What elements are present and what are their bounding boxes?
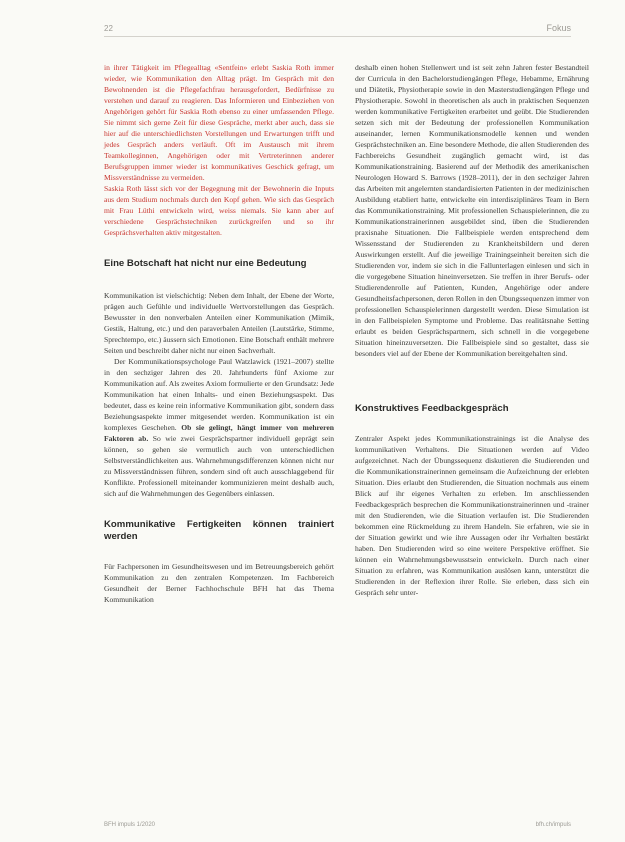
intro-red-paragraph-1: in ihrer Tätigkeit im Pflegealltag «Sentfein» erlebt Saskia Roth immer wieder, wie Kommunikation den Alltag prägt. Im Gespräch mit den Bewohnenden ist die Pflegefachfrau herausgefordert, Bedürfnisse zu verstehen und darauf zu reagieren. Das Informieren und Einbeziehen von Angehörigen gehört für Saskia Roth ebenso zu einer umfassenden Pflege. Sie nimmt sich gerne Zeit für diese Gespräche, merkt aber auch, dass sie hier auf die unterschiedlichsten Vorstellungen und Erwartungen trifft und jedes Gespräch anders verläuft. Oft im Austausch mit ihrem Teamkolleginnen, Angehörigen oder mit Vertreterinnen anderer Berufsgruppen immer wieder ist kommunikatives Geschick gefragt, um Missverständnisse zu vermeiden. (104, 63, 334, 182)
body-paragraph-2-emphasis: Ob sie gelingt, hängt immer von mehreren Faktoren ab. (104, 423, 334, 443)
section-label: Fokus (546, 23, 571, 33)
body-paragraph-2-part-b: So wie zwei Gesprächspartner individuell geprägt sein können, so gehen sie vermutlich auch von unterschiedlichen Selbstverständlichkeiten aus. Wahrnehmungsdifferenzen können nicht nur zu Missverständnissen führen, sondern sind oft auch ausschlaggebend für Konflikte. Professionell miteinander kommunizieren meint deshalb auch, sich auf die Wahrnehmungen des Gegenübers einlassen. (104, 434, 334, 498)
page-number: 22 (104, 24, 113, 33)
right-body-paragraph-2: Zentraler Aspekt jedes Kommunikationstrainings ist die Analyse des kommunikativen Verhaltens. Die Situationen werden auf Video aufgezeichnet. Nach der Übungssequenz diskutieren die Studierenden und die Kommunikationstrainerinnen gemeinsam die Aufzeichnung der erlebten Situation. Dies erlaubt den Studierenden, die Situation nochmals aus einem Blick auf ihr eigenes Verhalten zu erleben. Im anschliessenden Feedbackgespräch besprechen die Kommunikationstrainerinnen und -trainer mit den Studierenden, wie die Situation verlaufen ist. Die Studierenden bekommen eine Rückmeldung zu ihrem Handeln. Sie erfahren, wie sie in der Situation gewirkt und wie ihre Aussagen oder ihr Verhalten bestärkt haben. Den Studierenden wird so eine weitere Perspektive eröffnet. Sie können ein Wahrnehmungsbewusstsein entwickeln. Durch nach einer Situation zu erfahren, was Kommunikation auslösen kann, unterstützt die Studierenden in der Reflexion ihrer Rolle. Sie erleben, dass sich ein Gespräch sehr unter- (355, 434, 589, 597)
heading-fertigkeiten: Kommunikative Fertigkeiten können trainiert werden (104, 519, 334, 542)
footer-publication: BFH impuls 1/2020 (104, 822, 156, 828)
body-paragraph-1: Kommunikation ist vielschichtig: Neben dem Inhalt, der Ebene der Worte, prägen auch Gefühle und individuelle Wertvorstellungen das Gespräch. Bewusster in den nonverbalen Anteilen einer Kommunikation (Mimik, Gestik, Haltung, etc.) und den paraverbalen Anteilen (Lautstärke, Stimme, Sprechtempo, etc.) äussern sich Emotionen. Eine Botschaft enthält mehrere Seiten und beschreibt daher nicht nur einen Sachverhalt. (104, 291, 334, 355)
page-header (104, 22, 571, 37)
heading-botschaft: Eine Botschaft hat nicht nur eine Bedeutung (104, 258, 307, 269)
heading-feedback: Konstruktives Feedbackgespräch (355, 403, 509, 414)
right-body-paragraph-1: deshalb einen hohen Stellenwert und ist seit zehn Jahren fester Bestandteil der Curricula in den Bachelorstudiengängen Pflege, Hebamme, Ernährung und Diätetik, Physiotherapie sowie in den Masterstudiengängen Pflege und Physiotherapie. Sowohl in theoretischen als auch in praktischen Sequenzen werden kommunikative Fertigkeiten erarbeitet und geübt. Die Studierenden setzen sich mit der Bedeutung der professionellen Kommunikation auseinander, lernen Kommunikationsmodelle kennen und wenden Gesprächstechniken an. Eine besondere Methode, die allen Studierenden des Fachbereichs Gesundheit zugänglich gemacht wird, ist das Kommunikationstraining. Basierend auf der Methodik des amerikanischen Neurologen Howard S. Barrows (1928–2011), der in den sechziger Jahren das Arbeiten mit angelernten standardisierten Patienten in der medizinischen Ausbildung etabliert hatte, entwickelte ein interdisziplinäres Team in Bern das Kommunikationstraining. Mit professionellen Schauspielerinnen, die zu Kommunikationstrainerinnen ausgebildet sind, üben die Studierenden praxisnahe Situationen. Die Fallbeispiele werden entsprechend dem Wissensstand der Studierenden zu Krankheitsbildern und deren Auswirkungen erstellt. Auf die jeweilige Trainingseinheit bereiten sich die Studierenden vor, indem sie sich in die Fallunterlagen einlesen und sich in die vorgegebene Situation hineinversetzen. Sie treffen in ihrer Berufs- oder Studierendenrolle auf Patienten, Kunden, Angehörige oder andere Gesundheitsfachpersonen, deren Rollen in den Übungssequenzen immer von professionellen Schauspielerinnen dargestellt werden. Diese Simulation ist in den Fallbeispielen Symptome und Probleme. Das realitätsnahe Setting erlaubt es beiden Gesprächspartnern, sich schnell in die vorgegebene Situation hineinzuversetzen. Die Fallbeispiele sind so gestaltet, dass sie besonders viel auf der Ebene der Kommunikation bereitgehalten sind. (355, 63, 589, 358)
body-paragraph-2-part-a: Der Kommunikationspsychologe Paul Watzlawick (1921–2007) stellte in den sechziger Jahren des 20. Jahrhunderts fünf Axiome zur Kommunikation auf. Als zweites Axiom formulierte er den Grundsatz: Jede Kommunikation hat einen Inhalts- und einen Beziehungsaspekt. Das bedeutet, dass es keine rein informative Kommunikation gibt, sondern dass Beziehungsaspekte immer mitgesendet werden. Kommunikation ist ein komplexes Geschehen. (104, 357, 334, 432)
left-column (104, 62, 334, 605)
footer-url: bfh.ch/impuls (535, 822, 571, 828)
body-paragraph-2 (104, 356, 334, 499)
body-paragraph-3: Für Fachpersonen im Gesundheitswesen und im Betreuungsbereich gehört Kommunikation zu den zentralen Kompetenzen. Im Fachbereich Gesundheit der Berner Fachhochschule BFH hat das Thema Kommunikation (104, 562, 334, 604)
right-column (355, 62, 589, 598)
intro-red-paragraph-2: Saskia Roth lässt sich vor der Begegnung mit der Bewohnerin die Inputs aus dem Studium nochmals durch den Kopf gehen. Wie sich das Gespräch mit Frau Lüthi entwickeln wird, weiss niemals. Sie kann aber auf verschiedene Gesprächstechniken zurückgreifen und so ihr Gesprächsverhalten aktiv mitgestalten. (104, 184, 334, 237)
